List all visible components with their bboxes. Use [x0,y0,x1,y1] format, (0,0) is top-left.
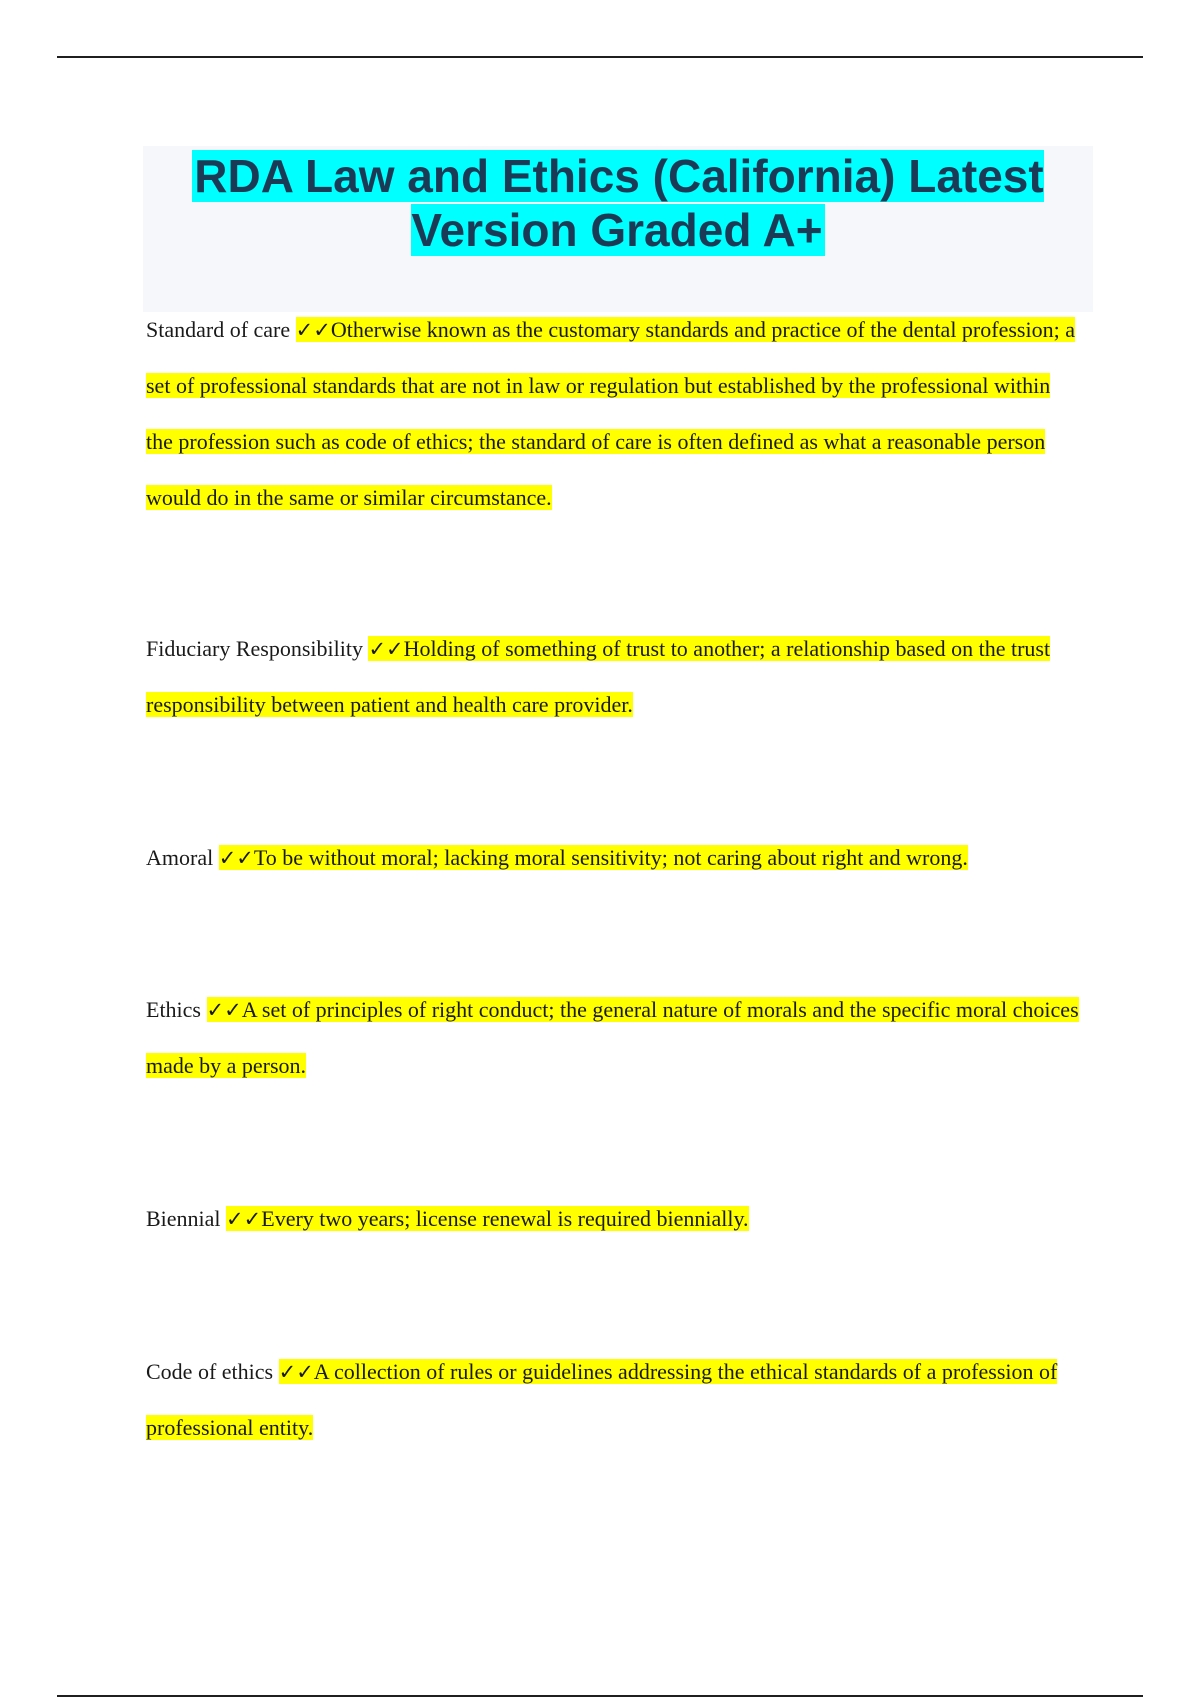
entry-definition: Otherwise known as the customary standards and practice of the dental profession; a set of professional standards that are not in law or regulation but established by the professional within the profession such as code of ethics; the standard of care is often defined as what a reasonable person would do in the same or similar circumstance. [146,317,1075,510]
entry-definition-highlight [146,997,1079,1078]
entry-code-of-ethics [146,1344,1081,1456]
double-check-icon: ✓✓ [226,1207,262,1231]
entry-term: Ethics [146,997,201,1022]
double-check-icon: ✓✓ [218,846,254,870]
entry-definition: A collection of rules or guidelines addressing the ethical standards of a profession of professional entity. [146,1359,1058,1440]
double-check-icon: ✓✓ [368,637,404,661]
top-rule [57,56,1143,58]
entry-term: Biennial [146,1206,221,1231]
entry-term: Fiduciary Responsibility [146,636,363,661]
title-box [143,146,1093,312]
double-check-icon: ✓✓ [206,998,242,1022]
double-check-icon: ✓✓ [295,318,331,342]
entry-definition-highlight [146,1359,1057,1440]
entry-definition: Holding of something of trust to another; a relationship based on the trust responsibility between patient and health care provider. [146,636,1051,717]
entry-definition: To be without moral; lacking moral sensitivity; not caring about right and wrong. [253,845,968,870]
entry-term: Amoral [146,845,214,870]
bottom-rule [57,1695,1143,1697]
entry-amoral [146,830,1081,886]
entry-ethics [146,982,1081,1094]
entry-biennial [146,1191,1081,1247]
entry-term: Code of ethics [146,1359,274,1384]
entry-fiduciary-responsibility [146,621,1081,733]
entry-standard-of-care [146,302,1081,526]
title-highlight: RDA Law and Ethics (California) Latest Version Graded A+ [194,150,1044,256]
entry-definition-highlight [219,845,968,870]
entry-definition-highlight [226,1206,748,1231]
entry-definition-highlight [146,317,1075,510]
entry-definition: Every two years; license renewal is required biennially. [261,1206,749,1231]
entry-definition: A set of principles of right conduct; the general nature of morals and the specific moral choices made by a person. [146,997,1079,1078]
double-check-icon: ✓✓ [278,1360,314,1384]
document-title [143,146,1093,257]
entry-term: Standard of care [146,317,291,342]
